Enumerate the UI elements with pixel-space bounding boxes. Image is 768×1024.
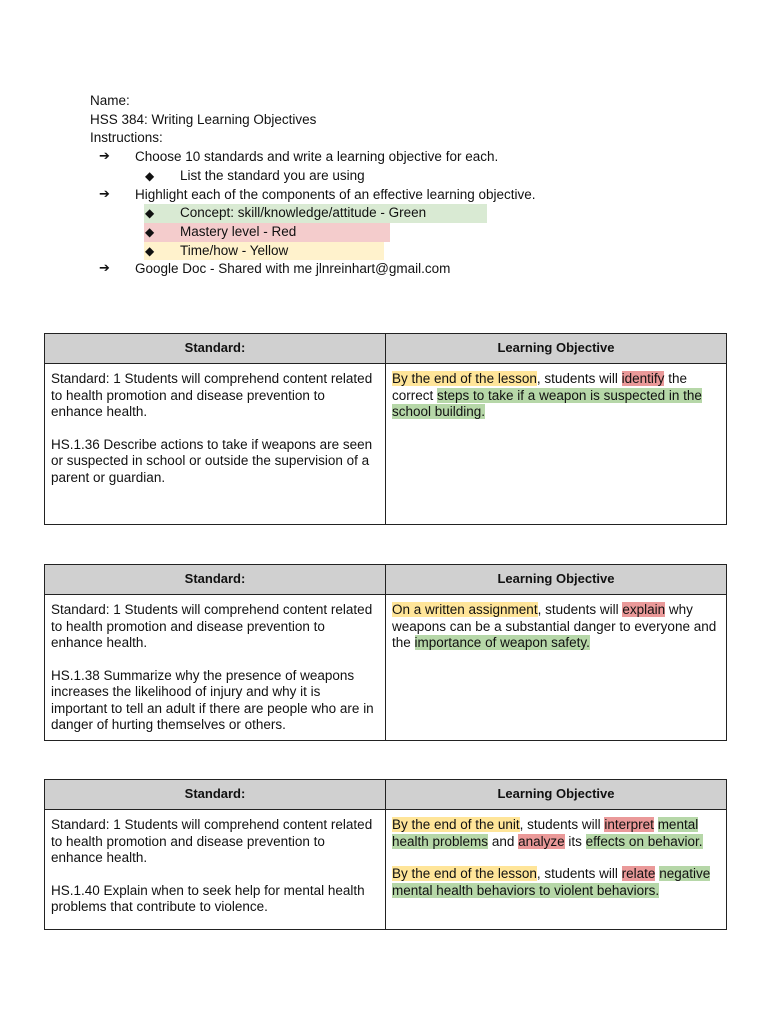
instruction-subitem: ◆ List the standard you are using [90, 167, 536, 186]
standard-code: HS.1.40 Explain when to seek help for mental health problems that contribute to violence. [51, 882, 365, 914]
objective-table-2 [44, 564, 727, 741]
standard-text: Standard: 1 Students will comprehend content related to health promotion and disease prevention to enhance health. [51, 817, 373, 865]
diamond-icon: ◆ [145, 206, 155, 221]
mastery-highlight: analyze [518, 833, 565, 849]
diamond-icon: ◆ [145, 224, 155, 239]
diamond-icon: ◆ [145, 168, 155, 183]
objective-table-1 [44, 333, 727, 525]
standard-cell [45, 810, 386, 930]
instructions-label: Instructions: [90, 130, 163, 146]
concept-highlight: negative mental health behaviors to violent behaviors. [392, 866, 711, 898]
mastery-highlight: interpret [604, 817, 654, 832]
standard-code: HS.1.36 Describe actions to take if weapons are seen or suspected in school or outside the supervision of a parent or guardian. [51, 436, 373, 485]
objective-column-header: Learning Objective [386, 780, 727, 810]
standard-cell [45, 595, 386, 741]
legend-mastery-red: ◆ Mastery level - Red [90, 223, 536, 242]
mastery-highlight: explain [622, 602, 666, 617]
objective-column-header: Learning Objective [386, 565, 727, 595]
objective-cell [386, 595, 727, 741]
standard-code: HS.1.38 Summarize why the presence of weapons increases the likelihood of injury and why it is important to tell an adult if there are people who are in danger of hurting themselves or others. [51, 667, 374, 732]
mastery-highlight: identify [621, 371, 665, 386]
legend-concept-green: ◆ Concept: skill/knowledge/attitude - Green [90, 204, 536, 223]
concept-highlight: mental health problems [392, 817, 699, 849]
concept-highlight: effects on behavior. [585, 833, 703, 849]
arrow-icon: ➔ [99, 186, 110, 202]
mastery-highlight: relate [621, 866, 656, 881]
standard-text: Standard: 1 Students will comprehend content related to health promotion and disease prevention to enhance health. [51, 371, 373, 419]
concept-highlight: steps to take if a weapon is suspected in the school building. [392, 387, 702, 419]
standard-text: Standard: 1 Students will comprehend content related to health promotion and disease prevention to enhance health. [51, 602, 373, 650]
course-title: HSS 384: Writing Learning Objectives [90, 111, 317, 127]
learning-objective: By the end of the lesson, students will relate negative mental health behaviors to violent behaviors. [392, 866, 711, 898]
legend-time-yellow: ◆ Time/how - Yellow [90, 242, 536, 261]
time-highlight: On a written assignment [392, 602, 538, 617]
standard-cell [45, 364, 386, 525]
concept-highlight: importance of weapon safety. [414, 635, 590, 650]
instruction-item: ➔ Highlight each of the components of an effective learning objective. [90, 186, 536, 205]
arrow-icon: ➔ [99, 261, 110, 277]
learning-objective: By the end of the lesson, students will identify the correct steps to take if a weapon is suspected in the school building. [392, 371, 702, 419]
time-highlight: By the end of the lesson [392, 866, 537, 881]
name-label: Name: [90, 93, 130, 108]
objective-cell [386, 364, 727, 525]
objective-cell [386, 810, 727, 930]
time-highlight: By the end of the lesson [392, 371, 537, 386]
instruction-item: ➔ Choose 10 standards and write a learning objective for each. [90, 148, 536, 167]
instruction-item: ➔ Google Doc - Shared with me jlnreinhart@gmail.com [90, 260, 536, 279]
standard-column-header: Standard: [45, 780, 386, 810]
diamond-icon: ◆ [145, 243, 155, 258]
assignment-header [90, 92, 536, 279]
arrow-icon: ➔ [99, 149, 110, 165]
standard-column-header: Standard: [45, 334, 386, 364]
learning-objective: By the end of the unit, students will interpret mental health problems and analyze its effects on behavior. [392, 817, 703, 849]
learning-objective: On a written assignment, students will explain why weapons can be a substantial danger to everyone and the importance of weapon safety. [392, 602, 717, 650]
objective-table-3 [44, 779, 727, 930]
time-highlight: By the end of the unit [392, 817, 520, 832]
standard-column-header: Standard: [45, 565, 386, 595]
objective-column-header: Learning Objective [386, 334, 727, 364]
